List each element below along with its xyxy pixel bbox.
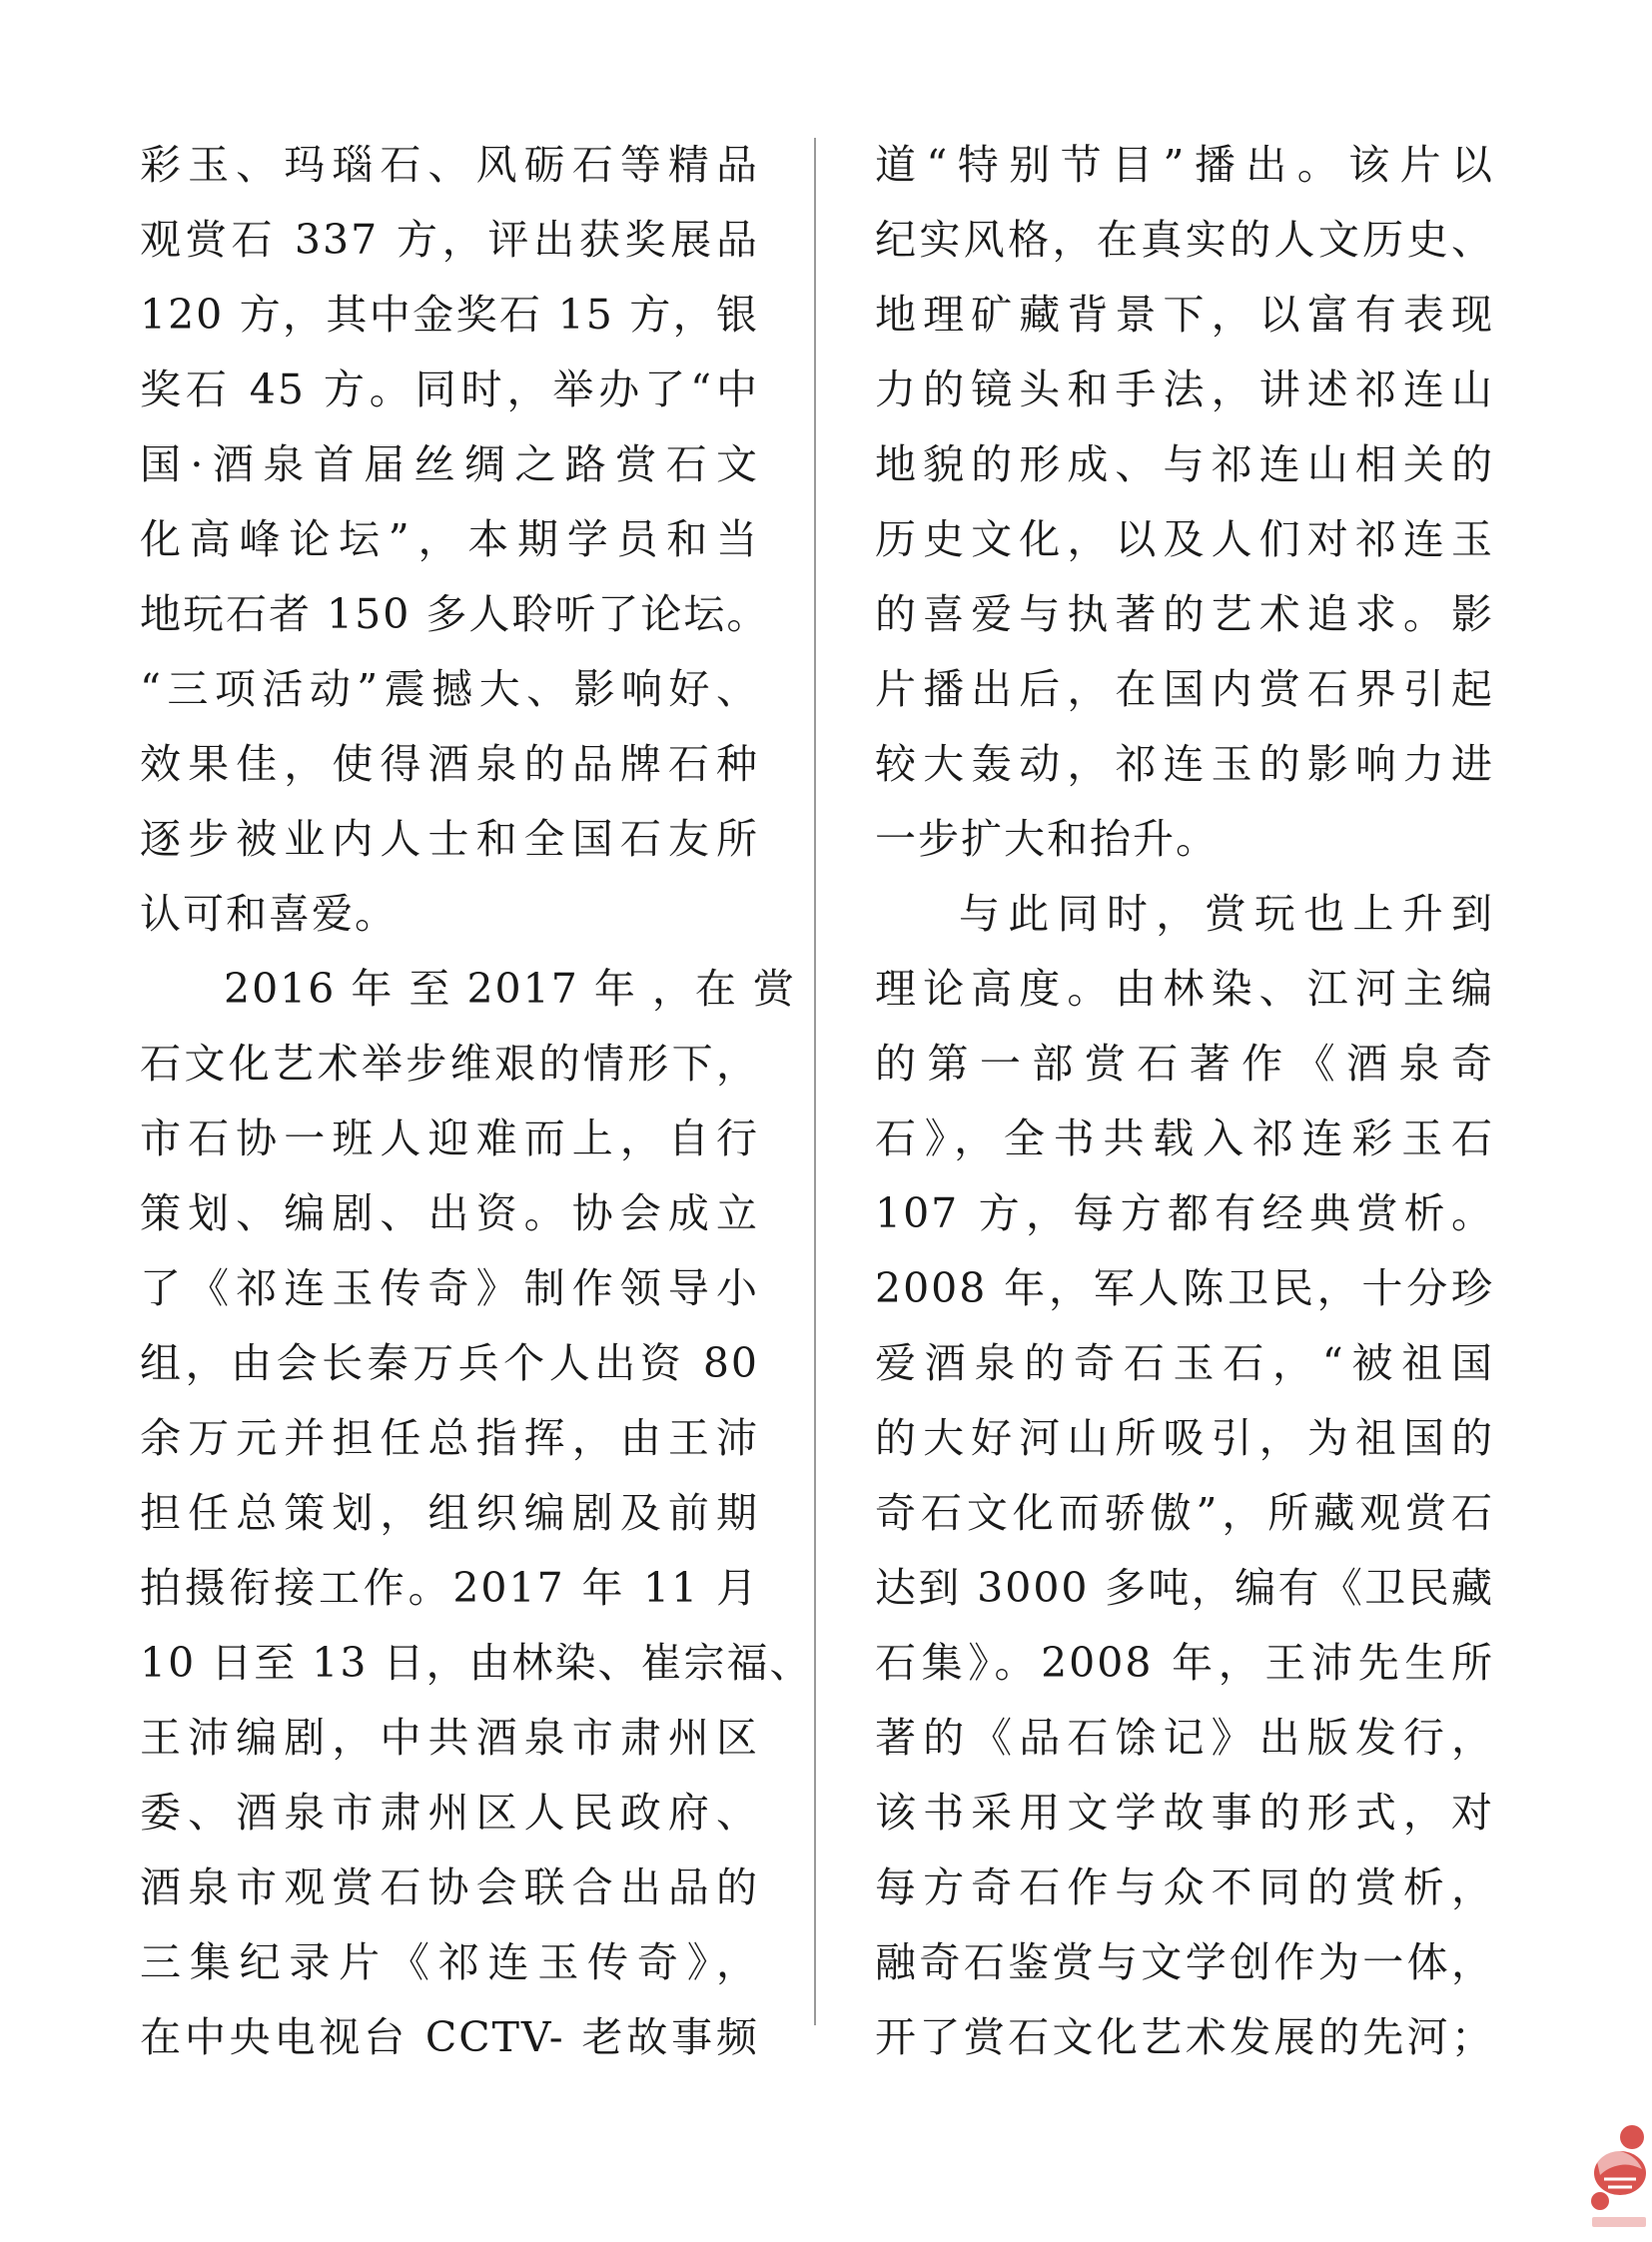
left-column-text-line: 在中央电视台 CCTV- 老故事频 — [140, 2013, 759, 2061]
right-column-text-line: 石》，全书共载入祁连彩玉石 — [875, 1115, 1494, 1162]
right-column-text-line: 的喜爱与执著的艺术追求。影 — [875, 590, 1494, 638]
left-column-text-line: 酒泉市观赏石协会联合出品的 — [140, 1864, 759, 1911]
left-column-text-line: 王沛编剧，中共酒泉市肃州区 — [140, 1714, 759, 1762]
left-column-text-line: “三项活动”震撼大、影响好、 — [140, 665, 759, 713]
left-column — [140, 128, 813, 2075]
left-column-text-line: 委、酒泉市肃州区人民政府、 — [140, 1789, 759, 1837]
left-column-text-line: 地玩石者 150 多人聆听了论坛。 — [140, 590, 770, 638]
left-column-text-line: 拍摄衔接工作。2017 年 11 月 — [140, 1564, 759, 1612]
right-column-text-line: 开了赏石文化艺术发展的先河； — [875, 2013, 1494, 2061]
left-column-text-line: 国·酒泉首届丝绸之路赏石文 — [140, 440, 759, 488]
left-column-text-line: 10 日至 13 日，由林染、崔宗福、 — [140, 1639, 813, 1687]
left-column-text-line: 逐步被业内人士和全国石友所 — [140, 815, 759, 863]
left-column-text-line: 效果佳，使得酒泉的品牌石种 — [140, 740, 759, 788]
right-column-text-line: 历史文化，以及人们对祁连玉 — [875, 515, 1494, 563]
left-column-text-line: 认可和喜爱。 — [140, 890, 398, 938]
right-column-text-line: 一步扩大和抬升。 — [875, 815, 1219, 863]
right-column-text-line: 的第一部赏石著作《酒泉奇 — [875, 1040, 1494, 1088]
left-column-text-line: 奖石 45 方。同时，举办了“中 — [140, 366, 759, 413]
right-column-text-line: 每方奇石作与众不同的赏析， — [875, 1864, 1494, 1911]
right-column-text-line: 该书采用文学故事的形式，对 — [875, 1789, 1494, 1837]
right-column-text-line: 著的《品石馀记》出版发行， — [875, 1714, 1494, 1762]
left-column-text-line: 2016 年 至 2017 年 ，在 赏 — [224, 965, 796, 1013]
right-column-text-line: 爱酒泉的奇石玉石，“被祖国 — [875, 1339, 1494, 1387]
left-column-text-line: 化高峰论坛”，本期学员和当 — [140, 515, 759, 563]
left-column-text-line: 彩玉、玛瑙石、风砺石等精品 — [140, 141, 759, 189]
right-column-text-line: 地貌的形成、与祁连山相关的 — [875, 440, 1494, 488]
right-column-text-line: 片播出后，在国内赏石界引起 — [875, 665, 1494, 713]
column-divider — [814, 138, 816, 2025]
left-column-text-line: 了《祁连玉传奇》制作领导小 — [140, 1264, 759, 1312]
right-column-text-line: 地理矿藏背景下，以富有表现 — [875, 291, 1494, 339]
left-column-text-line: 组，由会长秦万兵个人出资 80 — [140, 1339, 759, 1387]
right-column-text-line: 理论高度。由林染、江河主编 — [875, 965, 1494, 1013]
right-column-text-line: 与此同时，赏玩也上升到 — [959, 890, 1494, 938]
right-column-text-line: 纪实风格，在真实的人文历史、 — [875, 216, 1494, 264]
left-column-text-line: 120 方，其中金奖石 15 方，银 — [140, 291, 759, 339]
left-column-text-line: 石文化艺术举步维艰的情形下， — [140, 1040, 759, 1088]
seal-logo-icon — [1586, 2117, 1648, 2235]
left-column-text-line: 担任总策划，组织编剧及前期 — [140, 1489, 759, 1537]
right-column-text-line: 融奇石鉴赏与文学创作为一体， — [875, 1938, 1494, 1986]
right-column-text-line: 力的镜头和手法，讲述祁连山 — [875, 366, 1494, 413]
right-column-text-line: 达到 3000 多吨，编有《卫民藏 — [875, 1564, 1494, 1612]
left-column-text-line: 市石协一班人迎难而上，自行 — [140, 1115, 759, 1162]
right-column-text-line: 2008 年，军人陈卫民，十分珍 — [875, 1264, 1494, 1312]
left-column-text-line: 余万元并担任总指挥，由王沛 — [140, 1414, 759, 1462]
right-column-text-line: 较大轰动，祁连玉的影响力进 — [875, 740, 1494, 788]
right-column-text-line: 道“特别节目”播出。该片以 — [875, 141, 1494, 189]
right-column — [875, 128, 1494, 2075]
right-column-text-line: 奇石文化而骄傲”，所藏观赏石 — [875, 1489, 1494, 1537]
right-column-text-line: 的大好河山所吸引，为祖国的 — [875, 1414, 1494, 1462]
right-column-text-line: 石集》。2008 年，王沛先生所 — [875, 1639, 1494, 1687]
right-column-text-line: 107 方，每方都有经典赏析。 — [875, 1189, 1494, 1237]
left-column-text-line: 三集纪录片《祁连玉传奇》， — [140, 1938, 759, 1986]
left-column-text-line: 策划、编剧、出资。协会成立 — [140, 1189, 759, 1237]
left-column-text-line: 观赏石 337 方，评出获奖展品 — [140, 216, 759, 264]
